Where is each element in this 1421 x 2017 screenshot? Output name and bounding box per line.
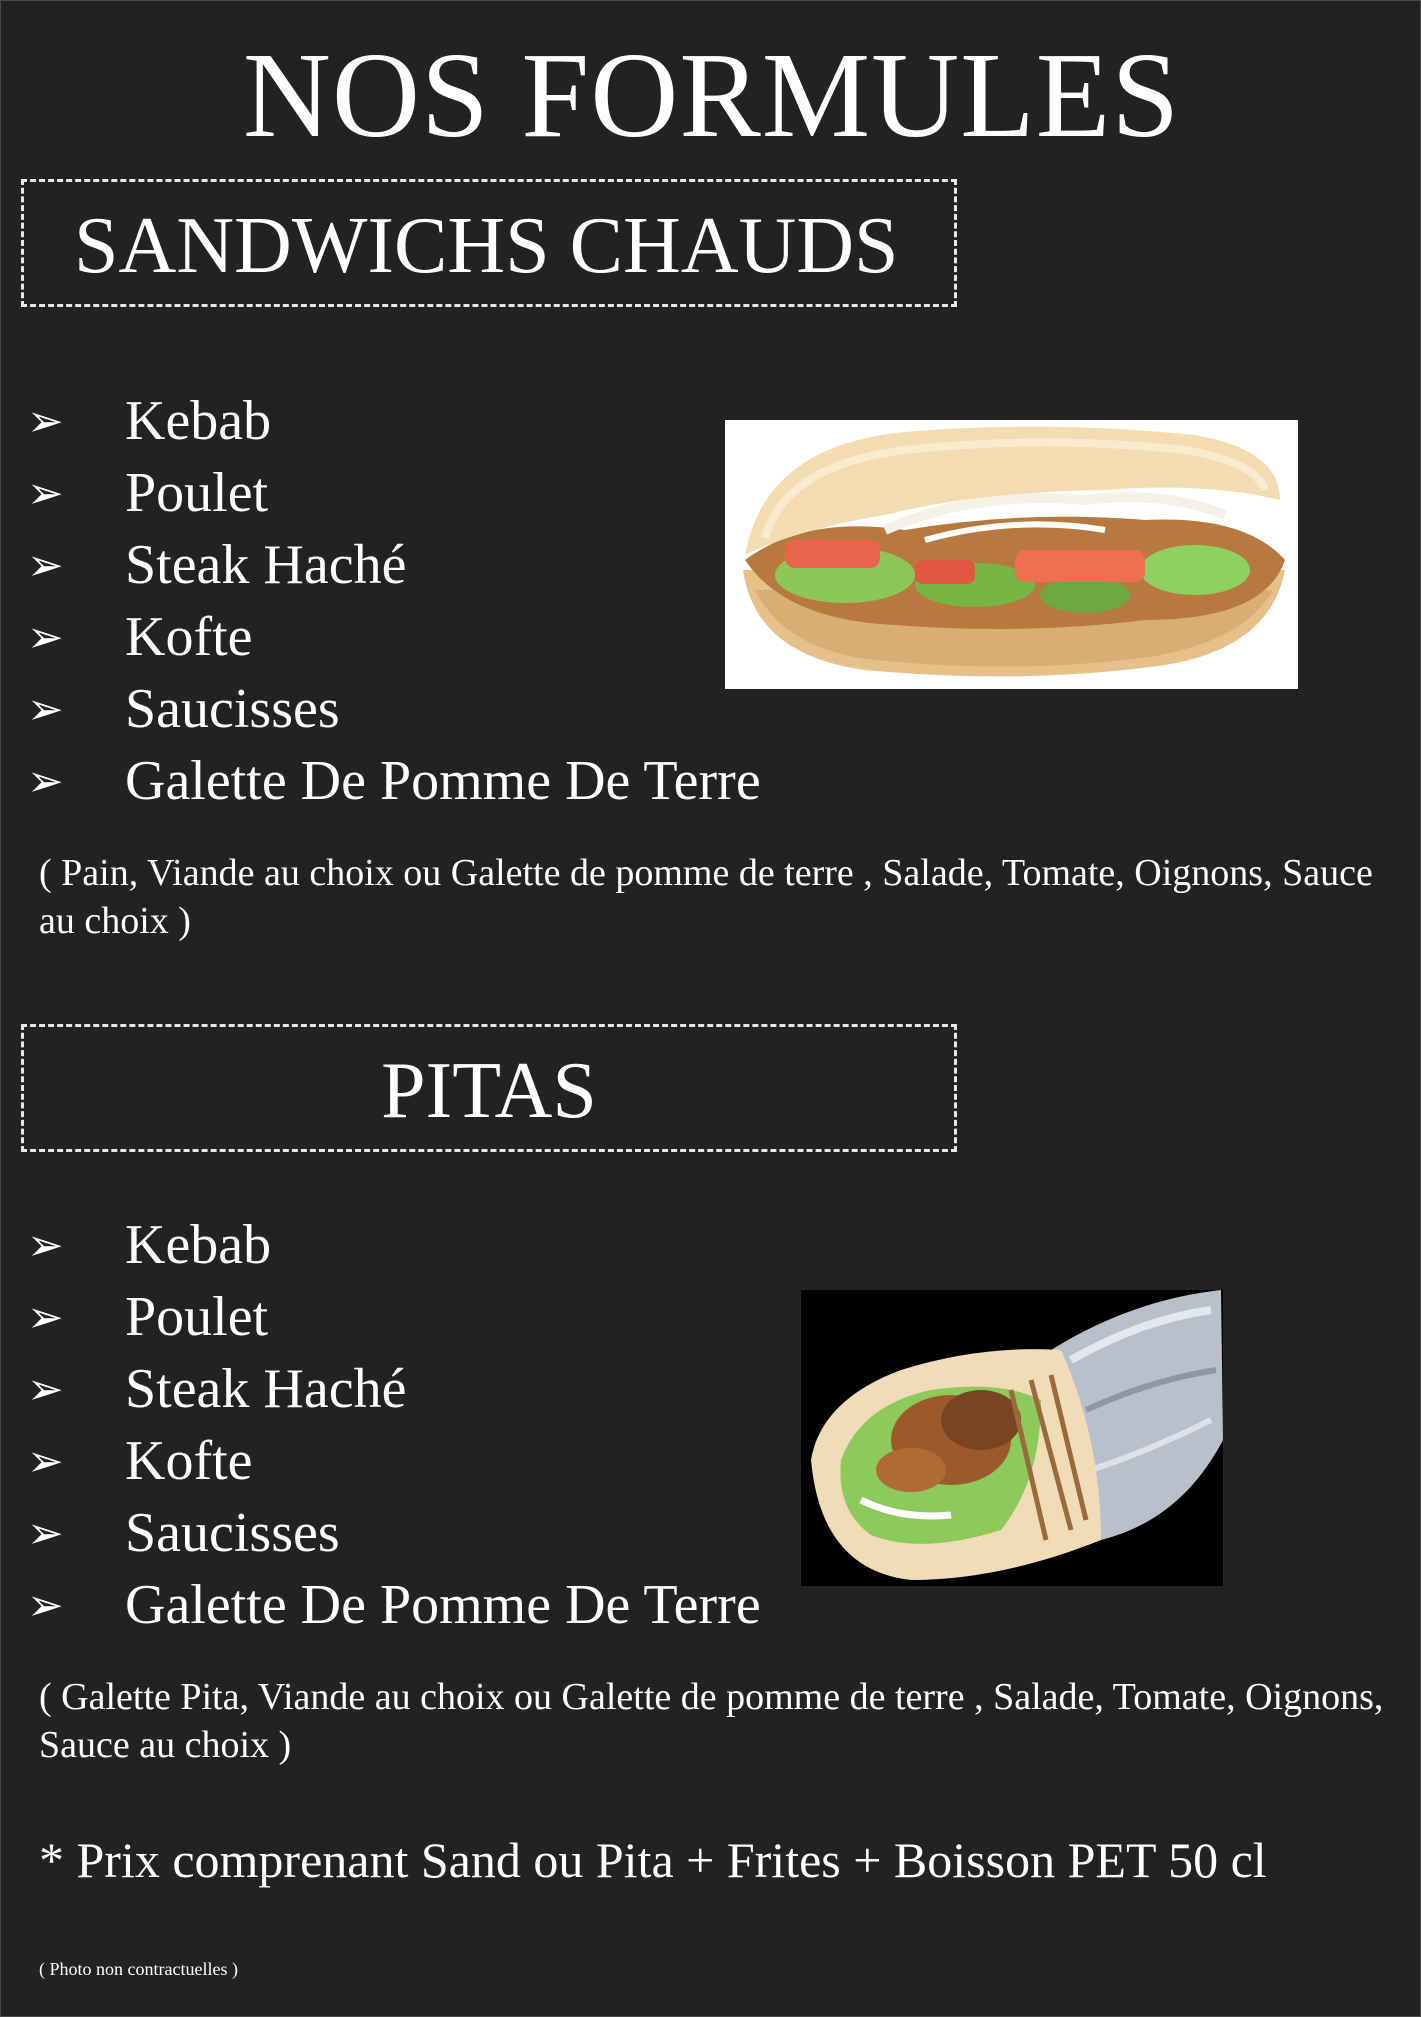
list-item xyxy=(27,1497,761,1569)
item-label: Kofte xyxy=(125,606,253,668)
list-item xyxy=(27,601,761,673)
list-item xyxy=(27,529,761,601)
list-item xyxy=(27,1353,761,1425)
arrow-bullet-icon: ➢ xyxy=(27,683,64,735)
item-label: Galette De Pomme De Terre xyxy=(125,750,761,812)
sandwich-description: ( Pain, Viande au choix ou Galette de pomme de terre , Salade, Tomate, Oignons, Sauce au choix ) xyxy=(39,852,1373,942)
section-heading-sandwichs: SANDWICHS CHAUDS xyxy=(74,202,899,290)
section-heading-box-pitas xyxy=(21,1024,957,1152)
list-item xyxy=(27,1425,761,1497)
item-label: Saucisses xyxy=(125,678,340,740)
section-heading-box-sandwichs xyxy=(21,179,957,307)
arrow-bullet-icon: ➢ xyxy=(27,611,64,663)
pita-item-list xyxy=(27,1209,761,1641)
list-item xyxy=(27,1569,761,1641)
arrow-bullet-icon: ➢ xyxy=(27,1363,64,1415)
list-item xyxy=(27,745,761,817)
kebab-sandwich-photo xyxy=(725,420,1298,689)
list-item xyxy=(27,457,761,529)
item-label: Galette De Pomme De Terre xyxy=(125,1574,761,1636)
list-item xyxy=(27,1209,761,1281)
item-label: Steak Haché xyxy=(125,534,407,596)
list-item xyxy=(27,385,761,457)
arrow-bullet-icon: ➢ xyxy=(27,1219,64,1271)
page-title: NOS FORMULES xyxy=(242,28,1181,163)
sandwich-item-list xyxy=(27,385,761,817)
section-heading-pitas: PITAS xyxy=(381,1047,597,1135)
arrow-bullet-icon: ➢ xyxy=(27,755,64,807)
pita-wrap-photo xyxy=(801,1290,1223,1586)
item-label: Kebab xyxy=(125,1214,272,1276)
arrow-bullet-icon: ➢ xyxy=(27,395,64,447)
item-label: Kofte xyxy=(125,1430,253,1492)
arrow-bullet-icon: ➢ xyxy=(27,539,64,591)
price-note: * Prix comprenant Sand ou Pita + Frites + Boisson PET 50 cl xyxy=(39,1832,1267,1888)
arrow-bullet-icon: ➢ xyxy=(27,1435,64,1487)
item-label: Saucisses xyxy=(125,1502,340,1564)
arrow-bullet-icon: ➢ xyxy=(27,1507,64,1559)
item-label: Kebab xyxy=(125,390,272,452)
item-label: Steak Haché xyxy=(125,1358,407,1420)
photo-disclaimer: ( Photo non contractuelles ) xyxy=(39,1959,238,1979)
arrow-bullet-icon: ➢ xyxy=(27,1579,64,1631)
item-label: Poulet xyxy=(125,1286,269,1348)
pita-wrap-illustration xyxy=(801,1290,1223,1586)
kebab-sandwich-illustration xyxy=(725,420,1298,689)
item-label: Poulet xyxy=(125,462,269,524)
arrow-bullet-icon: ➢ xyxy=(27,1291,64,1343)
pita-description: ( Galette Pita, Viande au choix ou Galette de pomme de terre , Salade, Tomate, Oignons, Sauce au choix ) xyxy=(39,1676,1384,1766)
list-item xyxy=(27,1281,761,1353)
arrow-bullet-icon: ➢ xyxy=(27,467,64,519)
list-item xyxy=(27,673,761,745)
